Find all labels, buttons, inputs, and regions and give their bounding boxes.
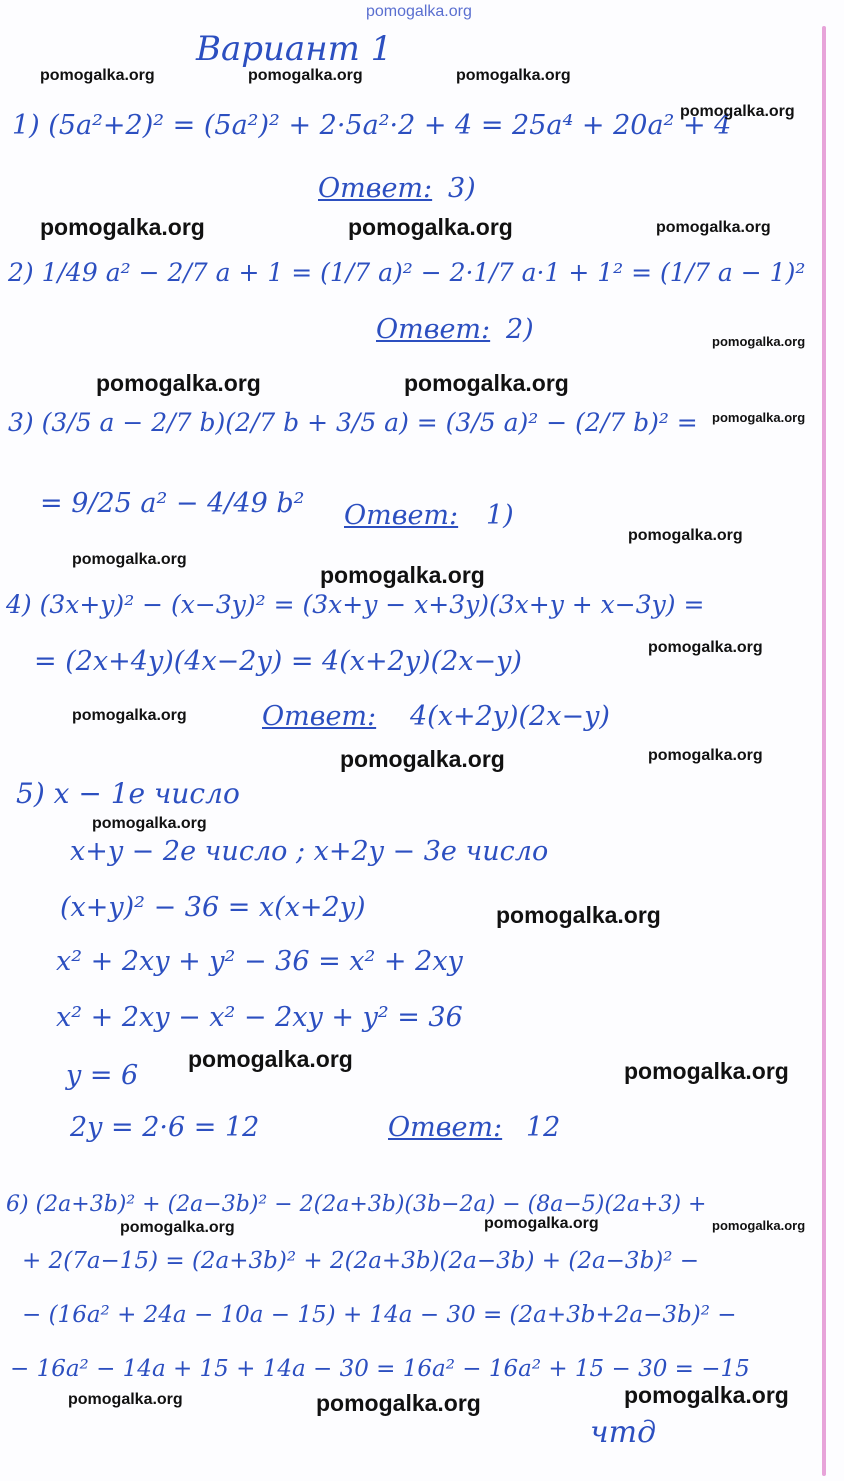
watermark: pomogalka.org (188, 1046, 353, 1072)
p2-answer-label: Ответ: (376, 314, 491, 345)
watermark: pomogalka.org (68, 1391, 183, 1408)
p5-answer-label: Ответ: (388, 1112, 503, 1143)
watermark: pomogalka.org (624, 1058, 789, 1084)
watermark: pomogalka.org (96, 370, 261, 396)
p1-answer: 3) (448, 173, 476, 204)
watermark: pomogalka.org (656, 219, 771, 236)
variant-title: Вариант 1 (196, 29, 393, 69)
watermark: pomogalka.org (120, 1219, 235, 1236)
watermark: pomogalka.org (404, 370, 569, 396)
watermark: pomogalka.org (72, 707, 187, 724)
p5-line-5: x² + 2xy − x² − 2xy + y² = 36 (56, 1002, 463, 1033)
watermark: pomogalka.org (712, 334, 806, 349)
p2-line: 2) 1/49 a² − 2/7 a + 1 = (1/7 a)² − 2·1/7 a·1 + 1² = (1/7 a − 1)² (8, 258, 806, 287)
watermark: pomogalka.org (456, 67, 571, 84)
p4-line2: = (2x+4y)(4x−2y) = 4(x+2y)(2x−y) (34, 646, 522, 677)
p5-line-4: x² + 2xy + y² − 36 = x² + 2xy (56, 946, 463, 977)
watermark: pomogalka.org (484, 1215, 599, 1232)
watermark: pomogalka.org (320, 562, 485, 588)
p6-line-4: − 16a² − 14a + 15 + 14a − 30 = 16a² − 16a² + 15 − 30 = −15 (10, 1356, 750, 1382)
p6-line-3: − (16a² + 24a − 10a − 15) + 14a − 30 = (2a+3b+2a−3b)² − (22, 1302, 737, 1328)
p3-answer-label: Ответ: (344, 500, 459, 531)
p6-line-2: + 2(7a−15) = (2a+3b)² + 2(2a+3b)(2a−3b) + (2a−3b)² − (22, 1248, 700, 1274)
watermark: pomogalka.org (680, 103, 795, 120)
p5-line-1: 5) x − 1е число (16, 777, 240, 810)
header-site: pomogalka.org (366, 3, 472, 20)
p5-line-2: x+y − 2е число ; x+2y − 3е число (70, 836, 549, 867)
watermark: pomogalka.org (40, 67, 155, 84)
watermark: pomogalka.org (348, 214, 513, 240)
watermark: pomogalka.org (248, 67, 363, 84)
watermark: pomogalka.org (40, 214, 205, 240)
p3-line2: = 9/25 a² − 4/49 b² (40, 488, 305, 519)
watermark: pomogalka.org (648, 747, 763, 764)
watermark: pomogalka.org (648, 639, 763, 656)
watermark: pomogalka.org (624, 1382, 789, 1408)
watermark: pomogalka.org (92, 815, 207, 832)
p3-line1: 3) (3/5 a − 2/7 b)(2/7 b + 3/5 a) = (3/5 a)² − (2/7 b)² = (8, 408, 698, 437)
p4-answer-label: Ответ: (262, 701, 377, 732)
p5-line-7: 2y = 2·6 = 12 (70, 1112, 260, 1143)
watermark: pomogalka.org (340, 746, 505, 772)
p6-line-1: 6) (2a+3b)² + (2a−3b)² − 2(2a+3b)(3b−2a) − (8a−5)(2a+3) + (6, 1192, 707, 1217)
p3-answer: 1) (486, 500, 514, 531)
watermark: pomogalka.org (72, 551, 187, 568)
watermark: pomogalka.org (712, 410, 806, 425)
margin-line (822, 26, 826, 1476)
p6-closing: чтд (590, 1415, 657, 1450)
p4-line1: 4) (3x+y)² − (x−3y)² = (3x+y − x+3y)(3x+y + x−3y) = (6, 590, 705, 619)
p1-line: 1) (5a²+2)² = (5a²)² + 2·5a²·2 + 4 = 25a⁴ + 20a² + 4 (12, 110, 732, 141)
watermark: pomogalka.org (316, 1390, 481, 1416)
p5-line-6: y = 6 (66, 1060, 139, 1091)
watermark: pomogalka.org (712, 1218, 806, 1233)
p5-line-3: (x+y)² − 36 = x(x+2y) (60, 892, 366, 923)
p4-answer: 4(x+2y)(2x−y) (410, 701, 610, 732)
watermark: pomogalka.org (628, 527, 743, 544)
p1-answer-label: Ответ: (318, 173, 433, 204)
p2-answer: 2) (506, 314, 534, 345)
p5-answer: 12 (526, 1112, 561, 1143)
watermark: pomogalka.org (496, 902, 661, 928)
